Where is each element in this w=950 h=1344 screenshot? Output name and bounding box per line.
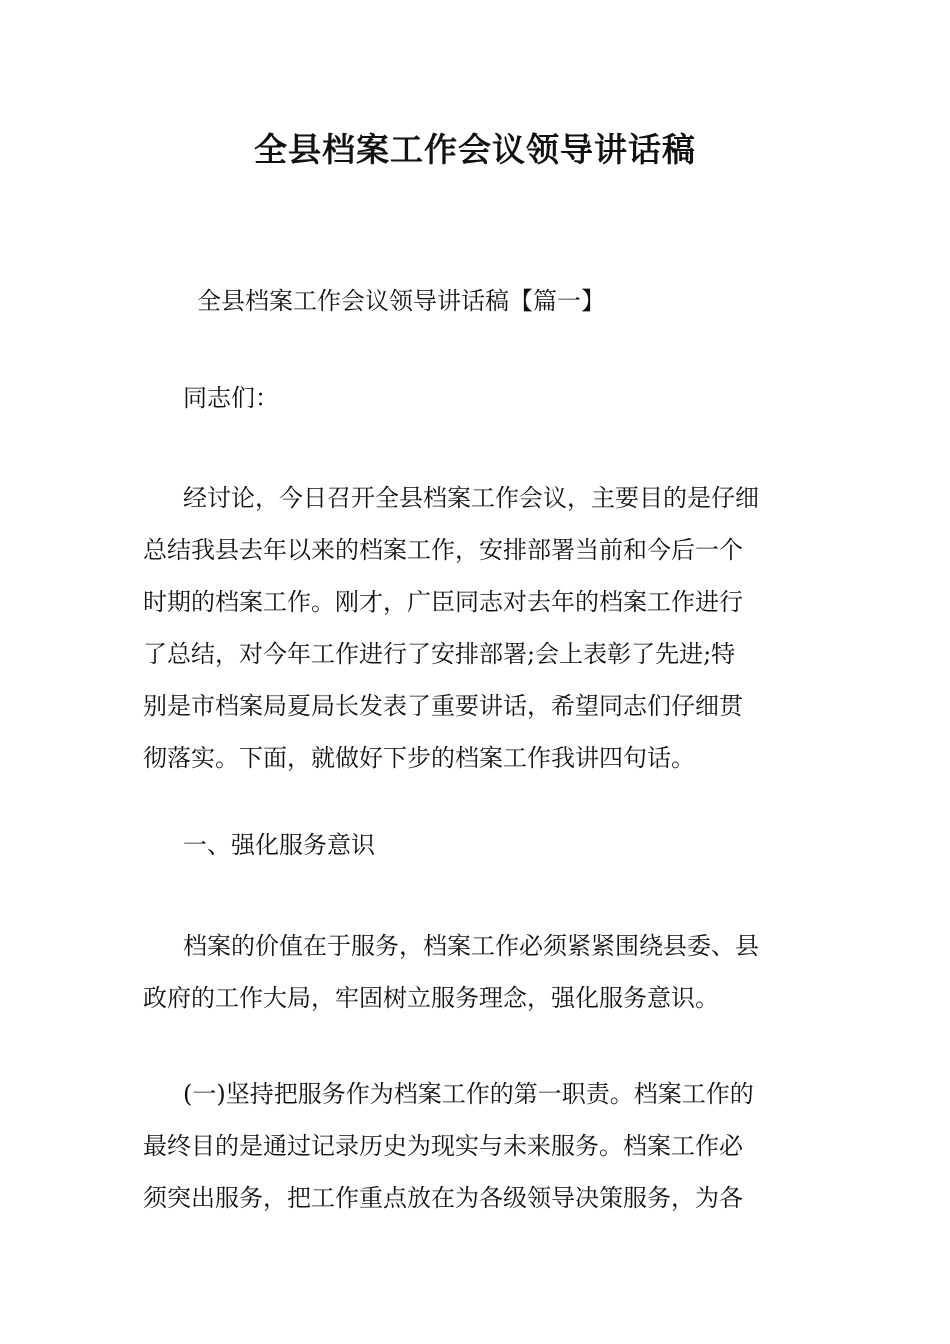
text-line: 总结我县去年以来的档案工作，安排部署当前和今后一个 — [143, 536, 743, 564]
text-line: 政府的工作大局，牢固树立服务理念，强化服务意识。 — [143, 984, 719, 1012]
document-title: 全县档案工作会议领导讲话稿 — [254, 130, 696, 169]
text-line: 别是市档案局夏局长发表了重要讲话，希望同志们仔细贯 — [143, 692, 743, 720]
text-line: 时期的档案工作。刚才，广臣同志对去年的档案工作进行 — [143, 588, 743, 616]
text-line: 档案的价值在于服务，档案工作必须紧紧围绕县委、县 — [183, 932, 759, 960]
text-line: (一)坚持把服务作为档案工作的第一职责。档案工作的 — [183, 1080, 754, 1108]
section-heading: 一、强化服务意识 — [183, 831, 375, 859]
document-subtitle: 全县档案工作会议领导讲话稿【篇一】 — [197, 287, 605, 315]
text-line: 须突出服务，把工作重点放在为各级领导决策服务，为各 — [143, 1184, 743, 1212]
salutation: 同志们： — [183, 384, 279, 412]
text-line: 彻落实。下面，就做好下步的档案工作我讲四句话。 — [143, 744, 695, 772]
text-line: 经讨论，今日召开全县档案工作会议，主要目的是仔细 — [183, 484, 759, 512]
paragraph-intro — [143, 472, 811, 784]
paragraph-service-value — [143, 920, 811, 1024]
text-line: 最终目的是通过记录历史为现实与未来服务。档案工作必 — [143, 1132, 743, 1160]
paragraph-first-duty — [143, 1068, 811, 1224]
text-line: 了总结，对今年工作进行了安排部署;会上表彰了先进;特 — [143, 640, 736, 668]
